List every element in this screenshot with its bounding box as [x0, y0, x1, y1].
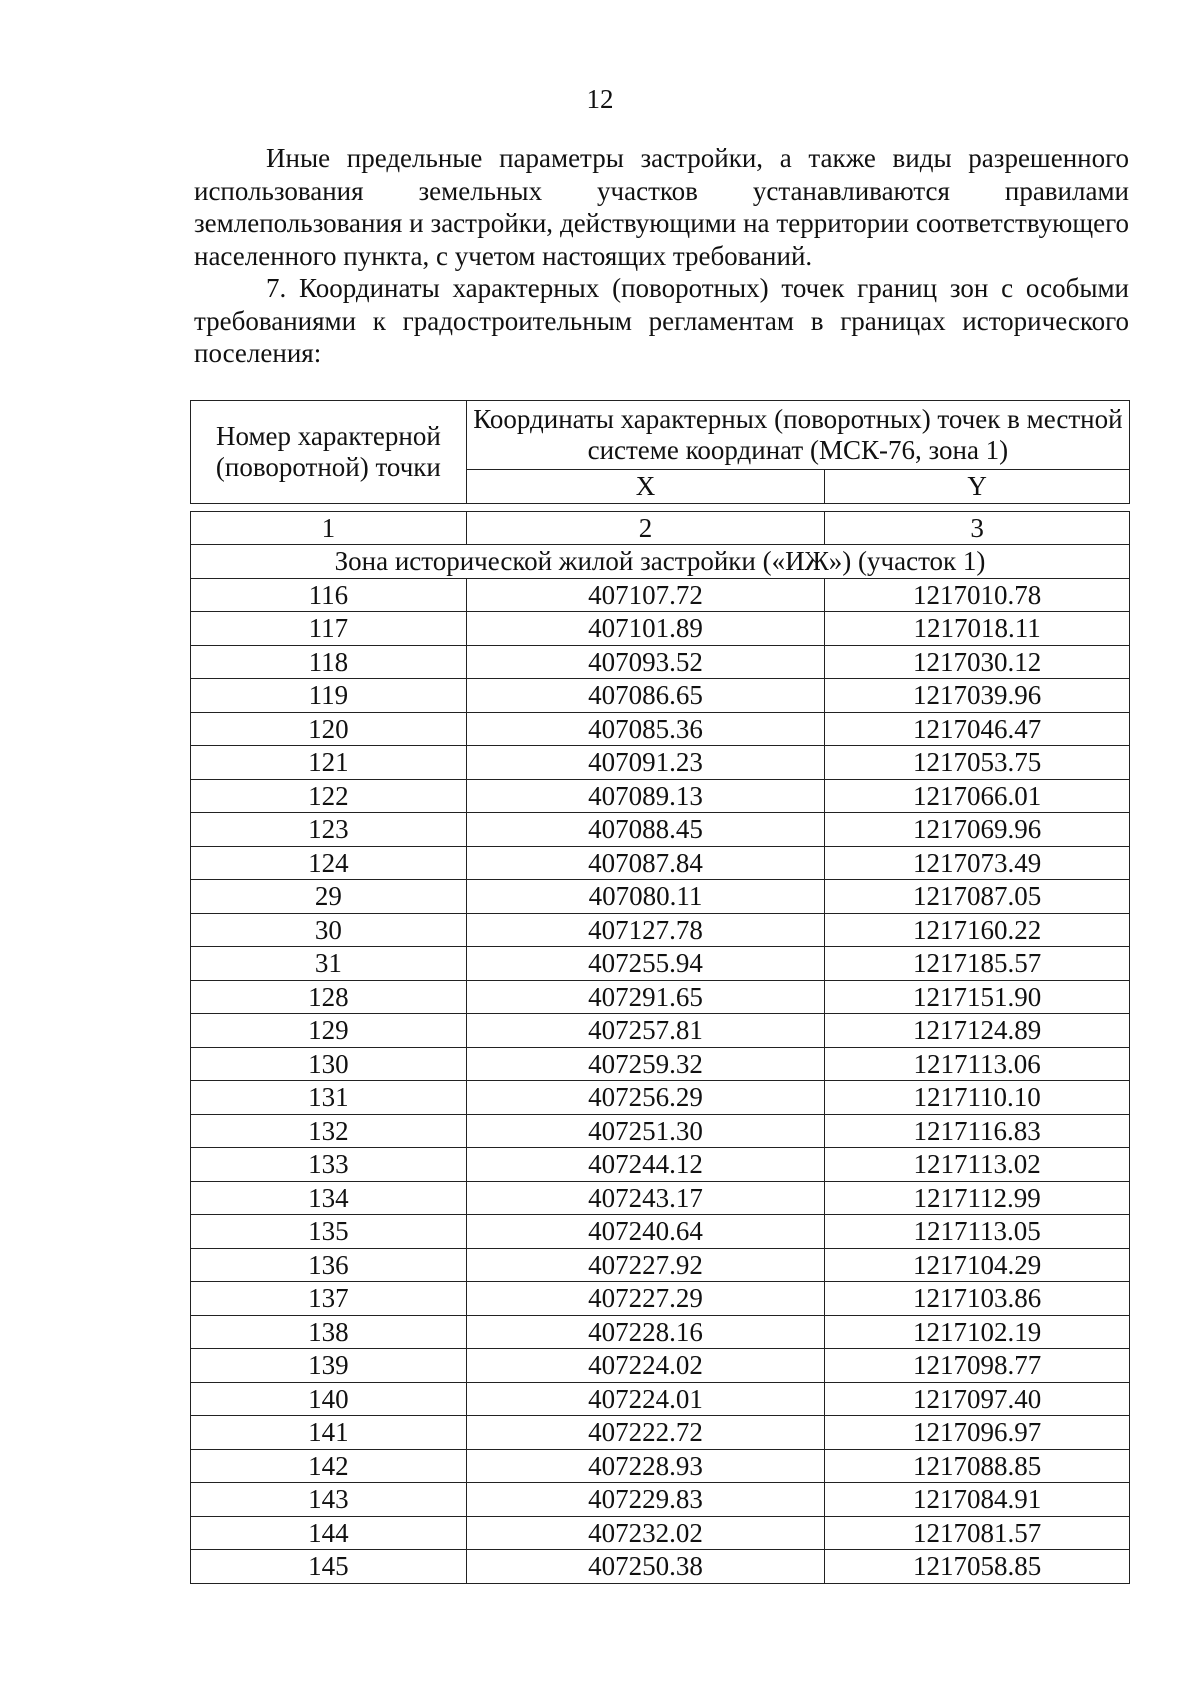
coordinates-table — [190, 400, 1130, 1584]
table-row — [191, 612, 1130, 646]
x-coordinate-cell: 407080.11 — [466, 880, 825, 914]
x-coordinate-cell: 407101.89 — [466, 612, 825, 646]
y-header: Y — [825, 470, 1130, 504]
x-coordinate-cell: 407093.52 — [466, 645, 825, 679]
column-number-3: 3 — [825, 511, 1130, 545]
table-row — [191, 1215, 1130, 1249]
point-number-cell: 143 — [191, 1483, 467, 1517]
table-row — [191, 980, 1130, 1014]
y-coordinate-cell: 1217073.49 — [825, 846, 1130, 880]
table-row — [191, 1483, 1130, 1517]
point-number-cell: 124 — [191, 846, 467, 880]
point-number-cell: 131 — [191, 1081, 467, 1115]
x-coordinate-cell: 407086.65 — [466, 679, 825, 713]
y-coordinate-cell: 1217113.05 — [825, 1215, 1130, 1249]
y-coordinate-cell: 1217058.85 — [825, 1550, 1130, 1584]
x-coordinate-cell: 407250.38 — [466, 1550, 825, 1584]
table-row — [191, 947, 1130, 981]
column-number-1: 1 — [191, 511, 467, 545]
table-row — [191, 1282, 1130, 1316]
x-coordinate-cell: 407089.13 — [466, 779, 825, 813]
point-number-cell: 134 — [191, 1181, 467, 1215]
x-coordinate-cell: 407107.72 — [466, 578, 825, 612]
table-row — [191, 779, 1130, 813]
y-coordinate-cell: 1217018.11 — [825, 612, 1130, 646]
point-number-cell: 128 — [191, 980, 467, 1014]
x-coordinate-cell: 407222.72 — [466, 1416, 825, 1450]
y-coordinate-cell: 1217160.22 — [825, 913, 1130, 947]
table-row — [191, 846, 1130, 880]
y-coordinate-cell: 1217103.86 — [825, 1282, 1130, 1316]
y-coordinate-cell: 1217097.40 — [825, 1382, 1130, 1416]
point-number-cell: 130 — [191, 1047, 467, 1081]
column-number-row — [191, 511, 1130, 545]
page-number: 12 — [586, 84, 614, 114]
y-coordinate-cell: 1217087.05 — [825, 880, 1130, 914]
point-number-cell: 145 — [191, 1550, 467, 1584]
zone-title-row — [191, 545, 1130, 579]
x-coordinate-cell: 407085.36 — [466, 712, 825, 746]
point-number-cell: 135 — [191, 1215, 467, 1249]
x-coordinate-cell: 407091.23 — [466, 746, 825, 780]
y-coordinate-cell: 1217113.02 — [825, 1148, 1130, 1182]
point-number-cell: 118 — [191, 645, 467, 679]
table-row — [191, 746, 1130, 780]
x-coordinate-cell: 407229.83 — [466, 1483, 825, 1517]
point-number-cell: 120 — [191, 712, 467, 746]
table-row — [191, 1449, 1130, 1483]
table-row — [191, 813, 1130, 847]
y-coordinate-cell: 1217112.99 — [825, 1181, 1130, 1215]
y-coordinate-cell: 1217053.75 — [825, 746, 1130, 780]
point-number-cell: 117 — [191, 612, 467, 646]
table-row — [191, 880, 1130, 914]
table-row — [191, 1047, 1130, 1081]
point-number-cell: 138 — [191, 1315, 467, 1349]
y-coordinate-cell: 1217113.06 — [825, 1047, 1130, 1081]
table-row — [191, 1114, 1130, 1148]
table-row — [191, 578, 1130, 612]
column-number-2: 2 — [466, 511, 825, 545]
table-row — [191, 1382, 1130, 1416]
point-number-cell: 133 — [191, 1148, 467, 1182]
point-number-cell: 122 — [191, 779, 467, 813]
point-number-header: Номер характерной (поворотной) точки — [191, 401, 467, 504]
x-header: X — [466, 470, 825, 504]
table-row — [191, 712, 1130, 746]
point-number-cell: 31 — [191, 947, 467, 981]
point-number-cell: 142 — [191, 1449, 467, 1483]
zone-title: Зона исторической жилой застройки («ИЖ») (участок 1) — [191, 545, 1130, 579]
table-row — [191, 1014, 1130, 1048]
y-coordinate-cell: 1217096.97 — [825, 1416, 1130, 1450]
paragraph-parameters: Иные предельные параметры застройки, а также виды разрешенного использования земельных участков устанавливаются правилами землепользования и застройки, действующими на территории соответствующего населенного пункта, с учетом настоящих требований. — [194, 143, 1129, 271]
y-coordinate-cell: 1217069.96 — [825, 813, 1130, 847]
x-coordinate-cell: 407257.81 — [466, 1014, 825, 1048]
point-number-cell: 119 — [191, 679, 467, 713]
point-number-cell: 139 — [191, 1349, 467, 1383]
x-coordinate-cell: 407256.29 — [466, 1081, 825, 1115]
table-row — [191, 1416, 1130, 1450]
x-coordinate-cell: 407243.17 — [466, 1181, 825, 1215]
table-spacer-row — [191, 503, 1130, 511]
point-number-cell: 141 — [191, 1416, 467, 1450]
table-row — [191, 1550, 1130, 1584]
x-coordinate-cell: 407291.65 — [466, 980, 825, 1014]
point-number-cell: 140 — [191, 1382, 467, 1416]
y-coordinate-cell: 1217066.01 — [825, 779, 1130, 813]
point-number-cell: 121 — [191, 746, 467, 780]
coordinates-table-body — [191, 401, 1130, 1584]
x-coordinate-cell: 407255.94 — [466, 947, 825, 981]
y-coordinate-cell: 1217098.77 — [825, 1349, 1130, 1383]
y-coordinate-cell: 1217010.78 — [825, 578, 1130, 612]
paragraph-coordinates-intro: 7. Координаты характерных (поворотных) точек границ зон с особыми требованиями к градостроительным регламентам в границах исторического поселения: — [194, 273, 1129, 368]
x-coordinate-cell: 407227.92 — [466, 1248, 825, 1282]
table-row — [191, 1081, 1130, 1115]
point-number-cell: 132 — [191, 1114, 467, 1148]
table-row — [191, 1148, 1130, 1182]
table-row — [191, 913, 1130, 947]
table-row — [191, 645, 1130, 679]
x-coordinate-cell: 407232.02 — [466, 1516, 825, 1550]
y-coordinate-cell: 1217185.57 — [825, 947, 1130, 981]
x-coordinate-cell: 407227.29 — [466, 1282, 825, 1316]
y-coordinate-cell: 1217124.89 — [825, 1014, 1130, 1048]
point-number-cell: 144 — [191, 1516, 467, 1550]
x-coordinate-cell: 407224.02 — [466, 1349, 825, 1383]
y-coordinate-cell: 1217102.19 — [825, 1315, 1130, 1349]
table-row — [191, 1248, 1130, 1282]
y-coordinate-cell: 1217116.83 — [825, 1114, 1130, 1148]
x-coordinate-cell: 407259.32 — [466, 1047, 825, 1081]
point-number-cell: 137 — [191, 1282, 467, 1316]
point-number-cell: 136 — [191, 1248, 467, 1282]
y-coordinate-cell: 1217104.29 — [825, 1248, 1130, 1282]
y-coordinate-cell: 1217151.90 — [825, 980, 1130, 1014]
x-coordinate-cell: 407228.16 — [466, 1315, 825, 1349]
table-row — [191, 1181, 1130, 1215]
table-header-row — [191, 401, 1130, 470]
x-coordinate-cell: 407228.93 — [466, 1449, 825, 1483]
y-coordinate-cell: 1217088.85 — [825, 1449, 1130, 1483]
coordinates-header: Координаты характерных (поворотных) точек в местной системе координат (МСК-76, зона 1) — [466, 401, 1129, 470]
point-number-cell: 123 — [191, 813, 467, 847]
x-coordinate-cell: 407224.01 — [466, 1382, 825, 1416]
x-coordinate-cell: 407244.12 — [466, 1148, 825, 1182]
x-coordinate-cell: 407127.78 — [466, 913, 825, 947]
y-coordinate-cell: 1217039.96 — [825, 679, 1130, 713]
y-coordinate-cell: 1217030.12 — [825, 645, 1130, 679]
table-row — [191, 679, 1130, 713]
table-row — [191, 1516, 1130, 1550]
x-coordinate-cell: 407087.84 — [466, 846, 825, 880]
x-coordinate-cell: 407088.45 — [466, 813, 825, 847]
y-coordinate-cell: 1217081.57 — [825, 1516, 1130, 1550]
table-row — [191, 1349, 1130, 1383]
y-coordinate-cell: 1217046.47 — [825, 712, 1130, 746]
x-coordinate-cell: 407240.64 — [466, 1215, 825, 1249]
table-row — [191, 1315, 1130, 1349]
point-number-cell: 116 — [191, 578, 467, 612]
y-coordinate-cell: 1217110.10 — [825, 1081, 1130, 1115]
x-coordinate-cell: 407251.30 — [466, 1114, 825, 1148]
body-text — [194, 142, 1129, 370]
point-number-cell: 29 — [191, 880, 467, 914]
y-coordinate-cell: 1217084.91 — [825, 1483, 1130, 1517]
point-number-cell: 30 — [191, 913, 467, 947]
point-number-cell: 129 — [191, 1014, 467, 1048]
table-spacer — [191, 503, 1130, 511]
